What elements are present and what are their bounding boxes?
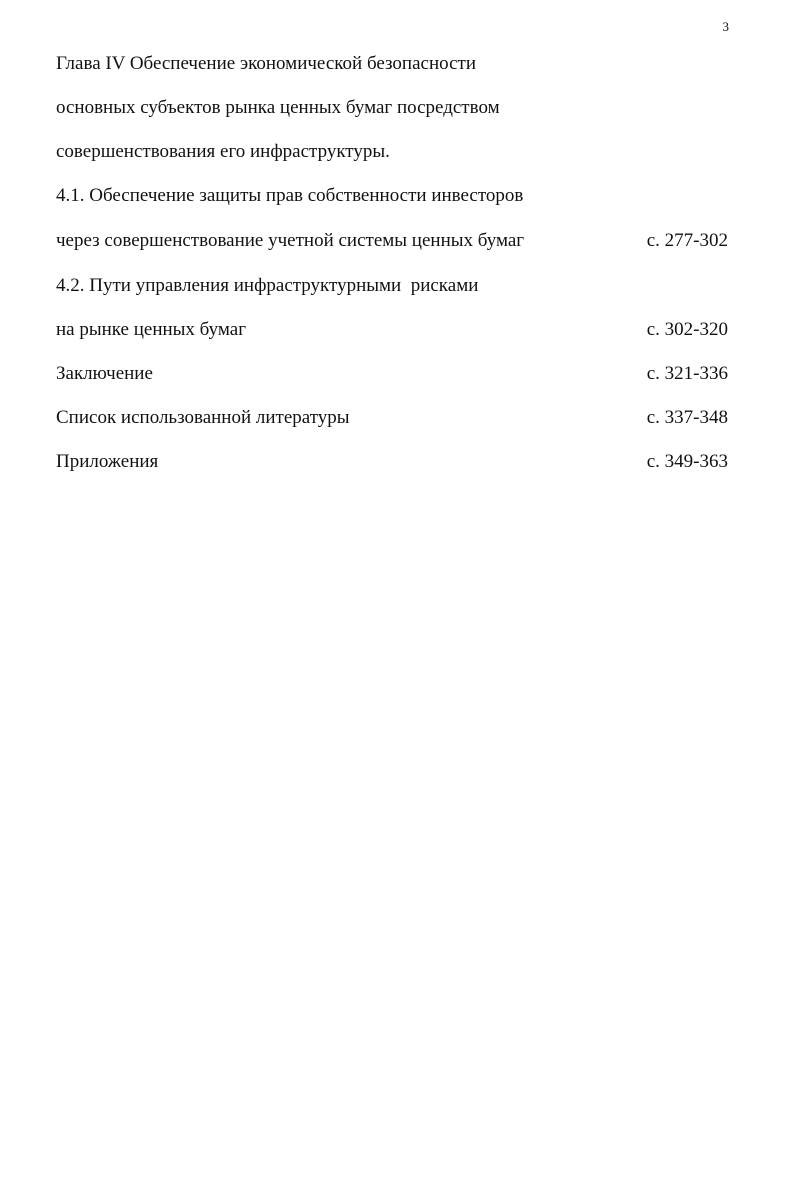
toc-section-4-2-title: 4.2. Пути управления инфраструктурными рисками — [56, 275, 479, 296]
toc-appendices-label: Приложения — [56, 451, 159, 472]
toc-section-4-1-line-1 — [56, 184, 728, 229]
page-number: 3 — [722, 19, 729, 34]
toc-section-4-2-line-2 — [56, 318, 728, 362]
toc-chapter-4-line-2 — [56, 96, 728, 140]
toc-section-4-2-pages: с. 302-320 — [646, 319, 728, 340]
toc-section-4-1-title: 4.1. Обеспечение защиты прав собственности инвесторов — [56, 185, 524, 206]
toc-section-4-2-line-1 — [56, 274, 728, 318]
toc-chapter-4-title: Глава IV Обеспечение экономической безопасности — [56, 53, 476, 74]
toc-bibliography — [56, 406, 728, 450]
toc-appendices — [56, 450, 728, 494]
toc-bibliography-pages: с. 337-348 — [646, 407, 728, 428]
toc-conclusion-pages: с. 321-336 — [646, 363, 728, 384]
toc-section-4-1-line-2 — [56, 229, 728, 274]
toc-section-4-2-title-cont: на рынке ценных бумаг — [56, 319, 246, 340]
toc-chapter-4-title-end: совершенствования его инфраструктуры. — [56, 141, 390, 162]
toc-chapter-4-line-3 — [56, 140, 728, 184]
toc-bibliography-label: Список использованной литературы — [56, 407, 350, 428]
toc-section-4-1-pages: с. 277-302 — [646, 230, 728, 251]
toc-chapter-4-title-cont: основных субъектов рынка ценных бумаг посредством — [56, 97, 500, 118]
toc-appendices-pages: с. 349-363 — [646, 451, 728, 472]
toc-chapter-4-line-1 — [56, 52, 728, 96]
toc-conclusion — [56, 362, 728, 406]
toc-conclusion-label: Заключение — [56, 363, 153, 384]
table-of-contents — [56, 52, 728, 494]
toc-section-4-1-title-cont: через совершенствование учетной системы ценных бумаг — [56, 230, 525, 251]
